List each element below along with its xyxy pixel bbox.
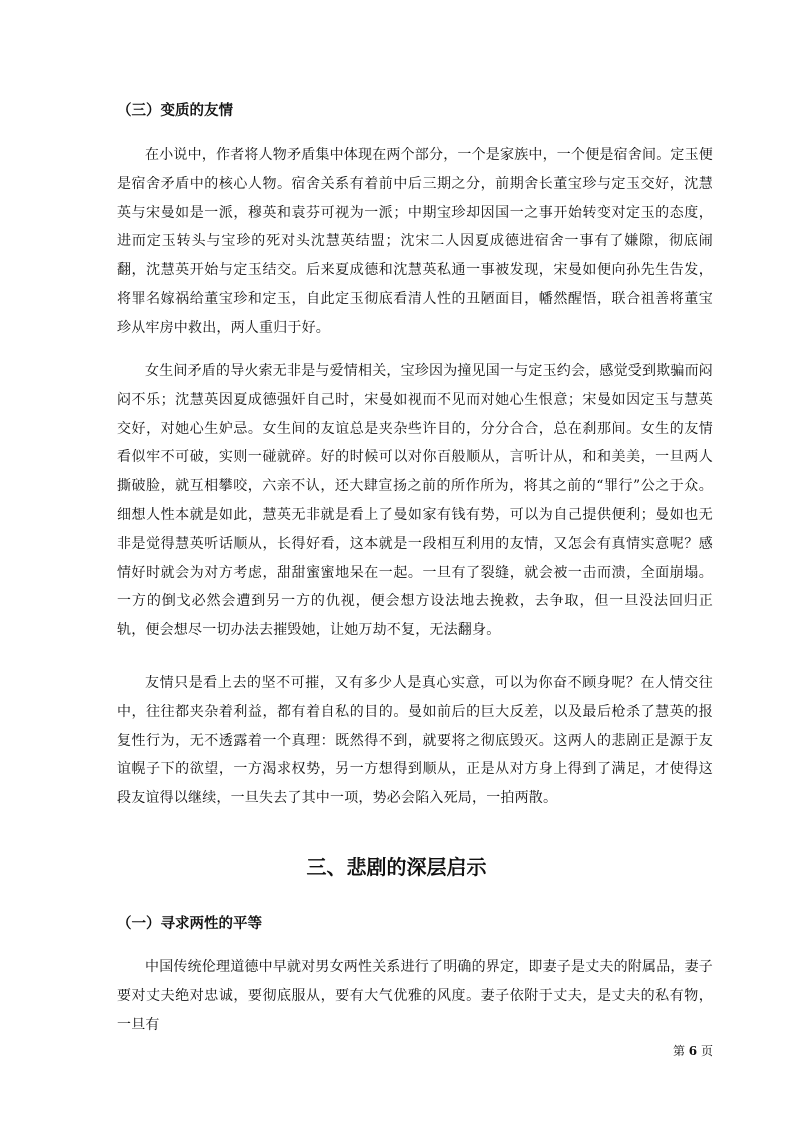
subsection-heading-changed-friendship: （三）变质的友情 (117, 103, 233, 119)
paragraph-girls-conflict: 女生间矛盾的导火索无非是与爱情相关，宝珍因为撞见国一与定玉约会，感觉受到欺骗而闷闷不乐；沈慧英因夏成德强奸自己时，宋曼如视而不见而对她心生恨意；宋曼如因定玉与慧英交好，对她心生妒忌。女生间的友谊总是夹杂些许目的，分分合合，总在刹那间。女生的友情看似牢不可破，实则一碰就碎。好的时候可以对你百般顺从，言听计从，和和美美，一旦两人撕破脸，就互相攀咬，六亲不认，还大肆宣扬之前的所作所为，将其之前的“罪行”公之于众。细想人性本就是如此，慧英无非就是看上了曼如家有钱有势，可以为自己提供便利；曼如也无非是觉得慧英听话顺从，长得好看，这本就是一段相互利用的友情，又怎会有真情实意呢？感情好时就会为对方考虑，甜甜蜜蜜地呆在一起。一旦有了裂缝，就会被一击而溃，全面崩塌。一方的倒戈必然会遭到另一方的仇视，便会想方设法地去挽救，去争取，但一旦没法回归正轨，便会想尽一切办法去摧毁她，让她万劫不复，无法翻身。 (117, 363, 713, 639)
paragraph-dormitory-conflict: 在小说中，作者将人物矛盾集中体现在两个部分，一个是家族中，一个便是宿舍间。定玉便是宿舍矛盾中的核心人物。宿舍关系有着前中后三期之分，前期舍长董宝珍与定玉交好，沈慧英与宋曼如是一派，穆英和袁芬可视为一派；中期宝珍却因国一之事开始转变对定玉的态度，进而定玉转头与宝珍的死对头沈慧英结盟；沈宋二人因夏成德进宿舍一事有了嫌隙，彻底闹翻，沈慧英开始与定玉结交。后来夏成德和沈慧英私通一事被发现，宋曼如便向孙先生告发，将罪名嫁祸给董宝珍和定玉，自此定玉彻底看清人性的丑陋面目，幡然醒悟，联合祖善将董宝珍从牢房中救出，两人重归于好。 (117, 147, 713, 336)
section-title-tragedy-insight: 三、悲剧的深层启示 (306, 855, 487, 879)
page-number-footer (673, 1042, 713, 1059)
page-prefix: 第 (672, 1044, 685, 1058)
subsection-heading-gender-equality: （一）寻求两性的平等 (117, 916, 262, 932)
page-number: 6 (688, 1044, 698, 1058)
page-suffix: 页 (700, 1044, 713, 1058)
paragraph-friendship-interest: 友情只是看上去的坚不可摧，又有多少人是真心实意，可以为你奋不顾身呢？在人情交往中，往往都夹杂着利益，都有着自私的目的。曼如前后的巨大反差，以及最后枪杀了慧英的报复性行为，无不透露着一个真理：既然得不到，就要将之彻底毁灭。这两人的悲剧正是源于友谊幌子下的欲望，一方渴求权势，另一方想得到顺从，正是从对方身上得到了满足，才使得这段友谊得以继续，一旦失去了其中一项，势必会陷入死局，一拍两散。 (117, 675, 713, 807)
paragraph-traditional-ethics: 中国传统伦理道德中早就对男女两性关系进行了明确的界定，即妻子是丈夫的附属品，妻子要对丈夫绝对忠诚，要彻底服从，要有大气优雅的风度。妻子依附于丈夫，是丈夫的私有物，一旦有 (117, 959, 713, 1033)
